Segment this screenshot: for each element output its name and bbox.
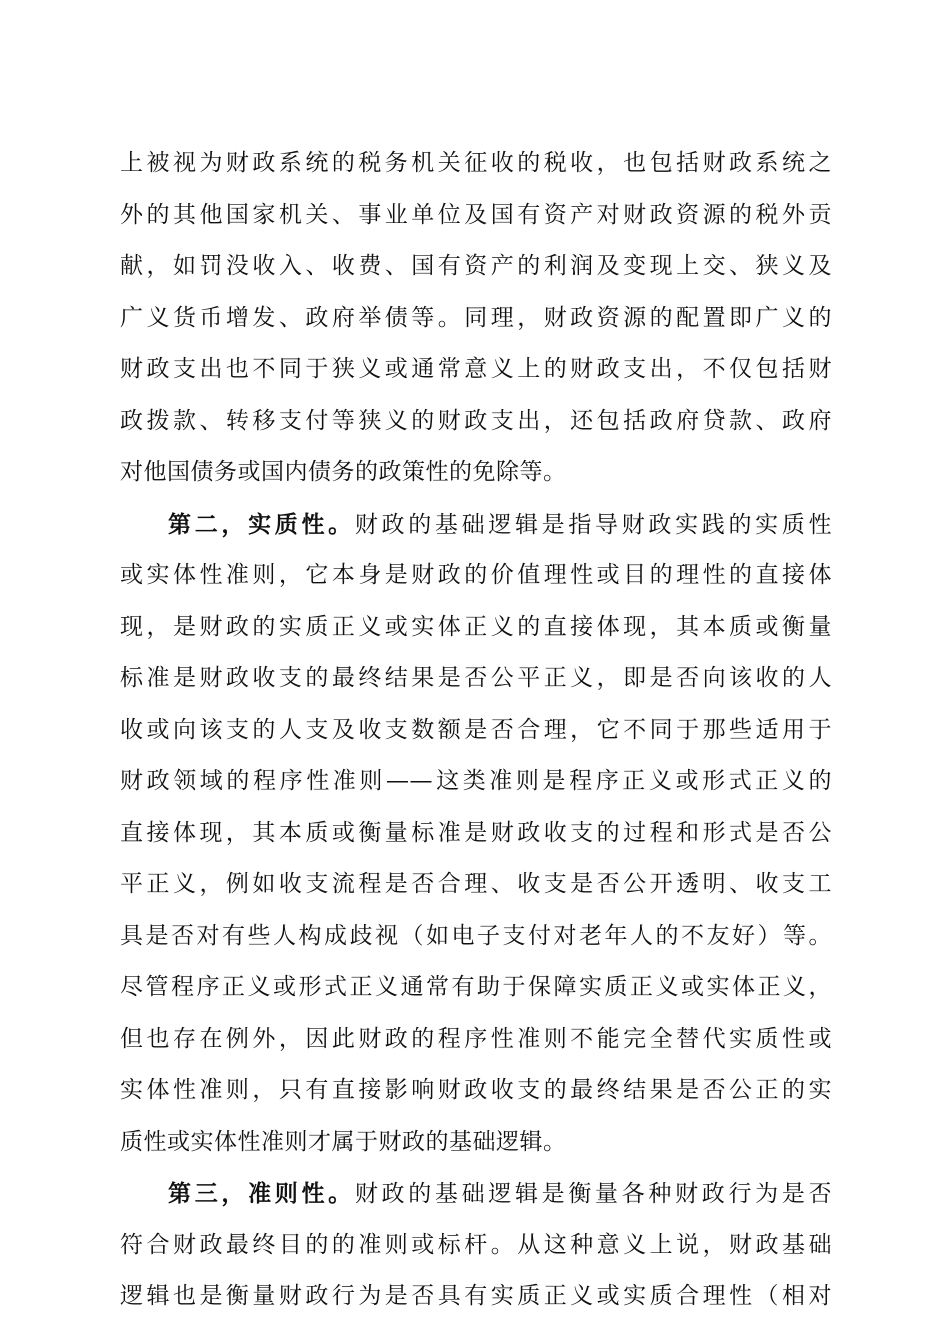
text-line: 财政支出也不同于狭义或通常意义上的财政支出，不仅包括财 — [120, 356, 832, 382]
paragraph-2 — [120, 499, 832, 1169]
text-span: 财政的基础逻辑是指导财政实践的实质性 — [354, 511, 832, 538]
text-line: 外的其他国家机关、事业单位及国有资产对财政资源的税外贡 — [120, 201, 832, 228]
text-line: 符合财政最终目的的准则或标杆。从这种意义上说，财政基础 — [120, 1231, 832, 1258]
text-line: 具是否对有些人构成歧视（如电子支付对老年人的不友好）等。 — [120, 922, 832, 949]
text-span: 财政的基础逻辑是衡量各种财政行为是否 — [354, 1181, 832, 1207]
paragraph-heading: 第二，实质性。 — [168, 510, 355, 538]
text-line: 对他国债务或国内债务的政策性的免除等。 — [120, 459, 567, 485]
text-line: 献，如罚没收入、收费、国有资产的利润及变现上交、狭义及 — [120, 253, 832, 279]
text-line: 但也存在例外，因此财政的程序性准则不能完全替代实质性或 — [120, 1025, 832, 1052]
text-line: 实体性准则，只有直接影响财政收支的最终结果是否公正的实 — [120, 1077, 832, 1103]
text-line: 或实体性准则，它本身是财政的价值理性或目的理性的直接体 — [120, 562, 832, 588]
text-line: 标准是财政收支的最终结果是否公平正义，即是否向该收的人 — [120, 665, 832, 691]
text-line: 质性或实体性准则才属于财政的基础逻辑。 — [120, 1128, 567, 1155]
document-body — [120, 138, 832, 1323]
text-line: 政拨款、转移支付等狭义的财政支出，还包括政府贷款、政府 — [120, 407, 832, 434]
text-line: 直接体现，其本质或衡量标准是财政收支的过程和形式是否公 — [120, 819, 832, 846]
text-line: 现，是财政的实质正义或实体正义的直接体现，其本质或衡量 — [120, 613, 832, 640]
paragraph-heading: 第三，准则性。 — [168, 1180, 355, 1207]
text-line: 广义货币增发、政府举债等。同理，财政资源的配置即广义的 — [120, 304, 832, 331]
text-line: 平正义，例如收支流程是否合理、收支是否公开透明、收支工 — [120, 871, 832, 897]
text-line: 收或向该支的人支及收支数额是否合理，它不同于那些适用于 — [120, 716, 832, 743]
paragraph-first-line — [120, 1168, 832, 1220]
text-line: 财政领域的程序性准则——这类准则是程序正义或形式正义的 — [120, 768, 832, 794]
text-line: 逻辑也是衡量财政行为是否具有实质正义或实质合理性（相对 — [120, 1283, 832, 1309]
paragraph-first-line — [120, 499, 832, 551]
paragraph-3 — [120, 1168, 832, 1323]
paragraph-1 — [120, 138, 832, 499]
text-line: 上被视为财政系统的税务机关征收的税收，也包括财政系统之 — [120, 150, 832, 176]
text-line: 尽管程序正义或形式正义通常有助于保障实质正义或实体正义， — [120, 974, 832, 1000]
